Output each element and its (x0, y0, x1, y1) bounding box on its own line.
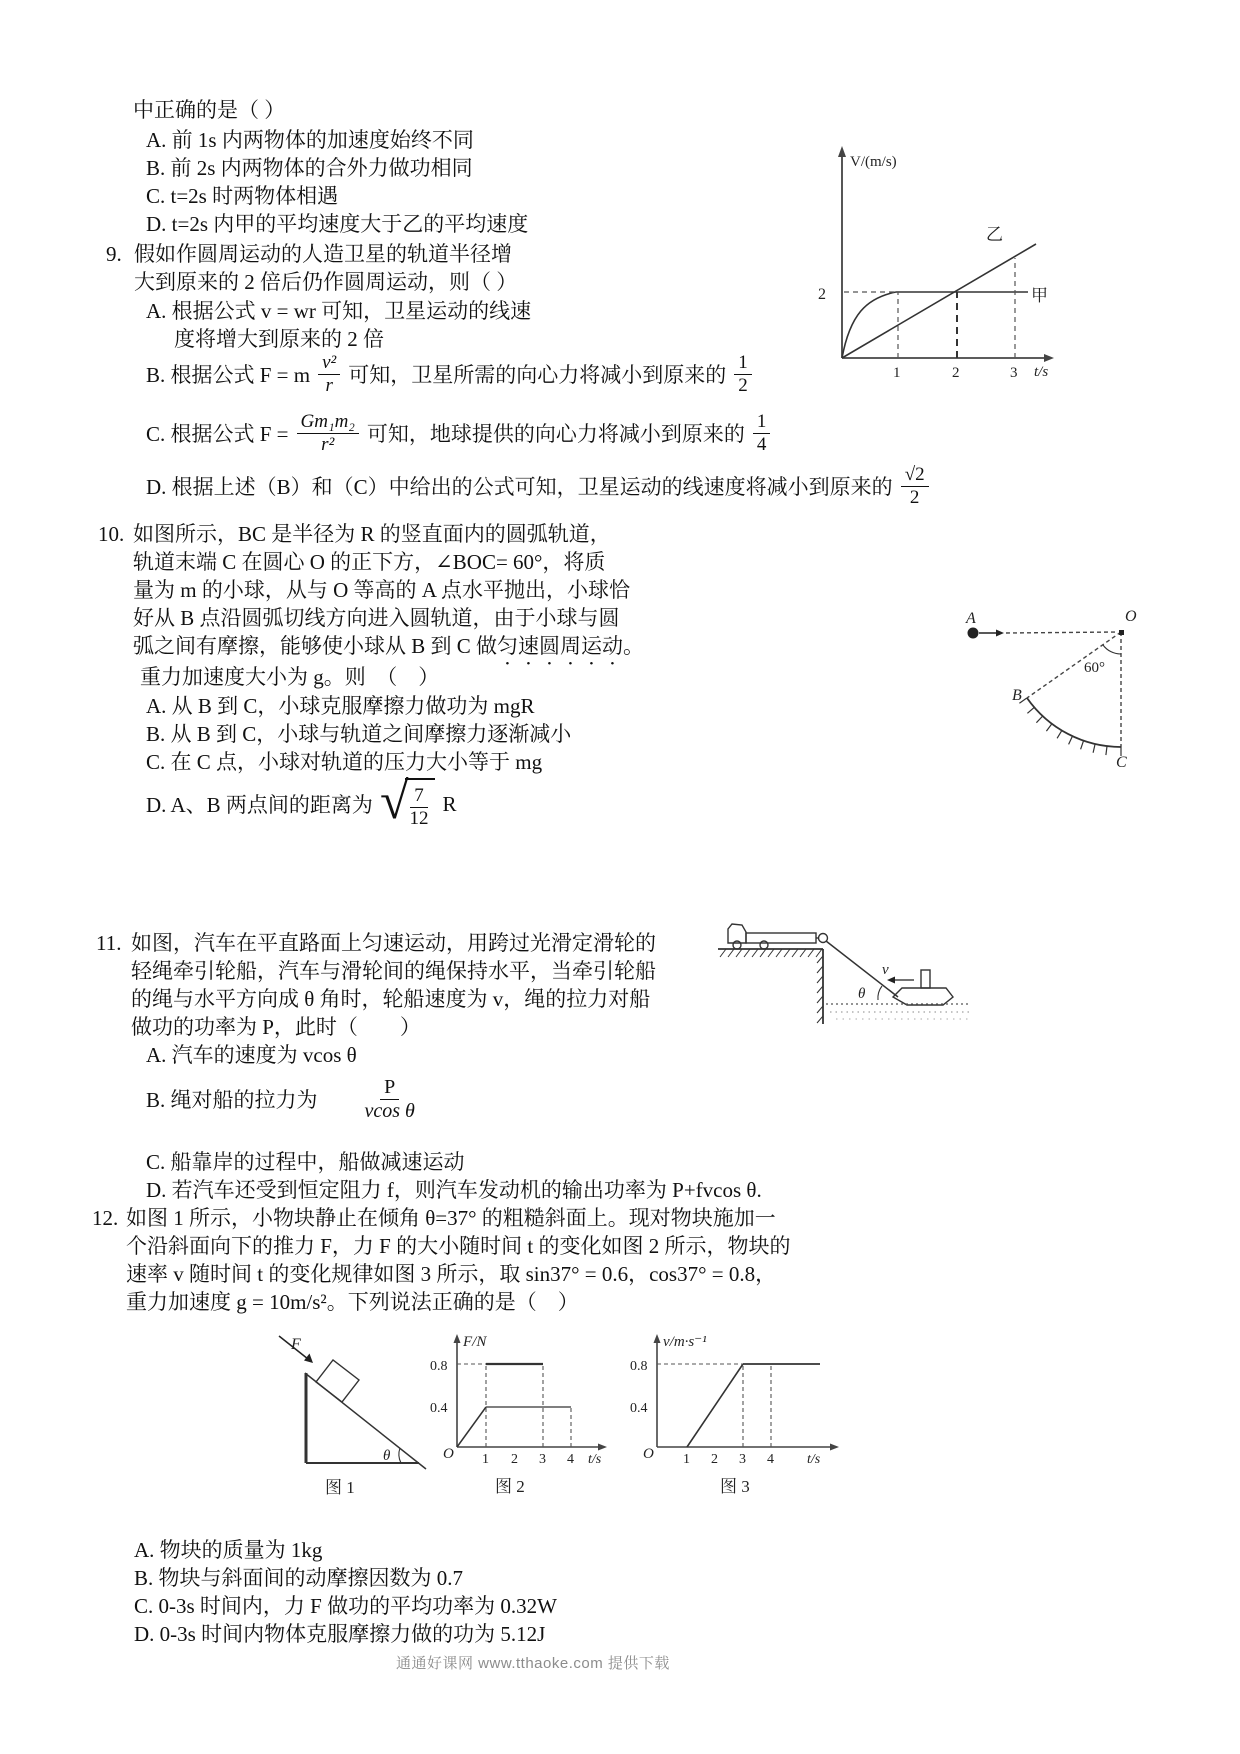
point-O-marker (1119, 630, 1124, 635)
ft-xlabel: t/s (588, 1452, 602, 1467)
q11-stem-line2: 轻绳牵引轮船，汽车与滑轮间的绳保持水平，当牵引轮船 (131, 959, 656, 983)
q12-option-c: C. 0-3s 时间内，力 F 做功的平均功率为 0.32W (134, 1594, 557, 1618)
q8-option-c: C. t=2s 时两物体相遇 (146, 184, 339, 208)
theta-angle-arc (878, 986, 882, 1000)
q10-d-fraction (407, 785, 430, 830)
vt-yaxis-arrow (838, 146, 846, 157)
st-ylabel: v/m·s⁻¹ (663, 1334, 707, 1350)
q9-option-c-fraction (297, 411, 359, 456)
q10-option-d-pre: D. A、B 两点间的距离为 (146, 793, 373, 817)
q10-stem-line4: 好从 B 点沿圆弧切线方向进入圆轨道，由于小球与圆 (133, 606, 620, 630)
boat-hull (893, 988, 953, 1005)
q11-option-b-fraction (363, 1076, 417, 1123)
q10-option-a: A. 从 B 到 C，小球克服摩擦力做功为 mgR (146, 694, 535, 718)
ft-origin: O (443, 1446, 454, 1462)
q11-option-c: C. 船靠岸的过程中，船做减速运动 (146, 1150, 465, 1174)
q10-option-d (146, 772, 457, 833)
st-ramp (687, 1364, 743, 1447)
water-surface (826, 1004, 970, 1019)
st-axes (657, 1340, 833, 1447)
speed-time-graph (615, 1330, 847, 1505)
q12-stem-line1: 如图 1 所示，小物块静止在倾角 θ=37° 的粗糙斜面上。现对物块施加一 (126, 1206, 776, 1230)
q10-d-frac-den: 12 (409, 808, 429, 829)
q9-number: 9. (106, 242, 122, 266)
cliff-hatching (817, 956, 823, 1023)
st-yaxis-arrow (654, 1334, 661, 1343)
ft-curve (457, 1364, 571, 1447)
q9-option-a-line1: A. 根据公式 v = wr 可知，卫星运动的线速 (146, 299, 532, 323)
vt-xaxis-arrow (1044, 354, 1054, 362)
vt-dashed-guides (844, 258, 1015, 358)
fig2-caption: 图 2 (495, 1477, 525, 1496)
q8-option-b: B. 前 2s 内两物体的合外力做功相同 (146, 156, 473, 180)
q11-stem-line3: 的绳与水平方向成 θ 角时，轮船速度为 v，绳的拉力对船 (131, 987, 651, 1011)
q12-stem-line3: 速率 v 随时间 t 的变化规律如图 3 所示，取 sin37° = 0.6，cos37° = 0.8， (126, 1262, 777, 1286)
q9-option-d-pre: D. 根据上述（B）和（C）中给出的公式可知，卫星运动的线速度将减小到原来的 (146, 475, 893, 499)
q11-option-b (146, 1068, 420, 1130)
q10-option-d-sqrt (379, 772, 436, 830)
q12-option-a: A. 物块的质量为 1kg (134, 1538, 323, 1562)
q11-option-a: A. 汽车的速度为 vcos θ (146, 1043, 357, 1067)
q10-option-c: C. 在 C 点，小球对轨道的压力大小等于 mg (146, 750, 543, 774)
arc-track-diagram (940, 595, 1165, 795)
q9-option-b-pre: B. 根据公式 F = m (146, 363, 311, 387)
q11-b-frac-num: P (380, 1076, 399, 1100)
label-A: A (966, 610, 976, 627)
q12-option-d: D. 0-3s 时间内物体克服摩擦力做的功为 5.12J (134, 1622, 546, 1646)
st-xlabel: t/s (807, 1452, 821, 1467)
q9-option-d-fraction (901, 464, 929, 509)
q8-stem: 中正确的是（ ） (133, 98, 286, 122)
st-xaxis-arrow (830, 1444, 839, 1451)
q10-d-frac-num: 7 (410, 785, 428, 808)
ft-ytick-04: 0.4 (430, 1401, 448, 1416)
vt-series-jia-label: 甲 (1031, 286, 1048, 305)
fig1-caption: 图 1 (325, 1478, 355, 1497)
q9-option-b-post: 可知，卫星所需的向心力将减小到原来的 (348, 363, 727, 387)
ft-ramp (457, 1407, 486, 1447)
force-F-arrowhead (304, 1354, 313, 1364)
label-C: C (1116, 754, 1127, 771)
label-v: v (882, 962, 889, 978)
q8-option-d: D. t=2s 内甲的平均速度大于乙的平均速度 (146, 212, 529, 236)
st-ytick-04: 0.4 (630, 1401, 648, 1416)
arc-dashed-lines (1006, 632, 1121, 747)
q9-option-c-fraction2 (753, 411, 771, 456)
vt-curves (842, 244, 1036, 358)
q10-option-b: B. 从 B 到 C，小球与轨道之间摩擦力逐渐减小 (146, 722, 572, 746)
truck-cab (728, 924, 746, 943)
velocity-time-graph (800, 140, 1062, 388)
radical-sign: √ (379, 772, 409, 830)
label-O: O (1125, 608, 1137, 625)
label-60-degrees: 60° (1084, 660, 1105, 676)
launch-arrowhead (996, 630, 1004, 637)
q9-stem-line1: 假如作圆周运动的人造卫星的轨道半径增 (134, 242, 512, 266)
q9-c-frac-num: Gm₁m₂ (297, 411, 359, 434)
curve-jia (842, 292, 896, 358)
q11-stem-line4: 做功的功率为 P，此时（ ） (131, 1015, 421, 1039)
q9-b-frac-den: r (325, 374, 333, 396)
q9-c-frac2-num: 1 (753, 411, 771, 434)
ground-and-cliff (718, 949, 823, 1024)
q9-d-frac-num: √2 (901, 464, 929, 487)
ft-xaxis-arrow (598, 1444, 607, 1451)
block-on-incline (316, 1360, 359, 1402)
q9-option-b-fraction (318, 352, 340, 397)
q9-option-b (146, 348, 755, 400)
truck-boat-diagram (630, 918, 975, 1040)
label-theta: θ (383, 1448, 391, 1464)
ft-xtick-1: 1 (482, 1452, 489, 1467)
q10-stem-line5-emphasis: 匀速圆周运动 (497, 634, 624, 658)
truck-wheel-front (733, 941, 741, 949)
q9-option-c-pre: C. 根据公式 F = (146, 422, 289, 446)
arc-track (1027, 698, 1121, 747)
angle-arc (1103, 645, 1121, 654)
vt-series-yi-label: 乙 (986, 225, 1003, 244)
q10-number: 10. (98, 522, 125, 546)
boat-mast (921, 970, 930, 988)
ball-at-A (968, 628, 979, 639)
incline-diagram (255, 1333, 440, 1501)
q10-stem-line6: 重力加速度大小为 g。则 （ ） (140, 665, 440, 689)
st-dashed-guides (657, 1364, 771, 1447)
force-time-graph (425, 1330, 615, 1505)
vt-xtick-3: 3 (1010, 365, 1018, 381)
ft-xtick-2: 2 (511, 1452, 518, 1467)
q11-option-d: D. 若汽车还受到恒定阻力 f，则汽车发动机的输出功率为 P+fvcos θ. (146, 1178, 762, 1202)
ft-axes (457, 1340, 601, 1447)
q10-stem-line5-post: 。 (623, 634, 645, 658)
st-origin: O (643, 1446, 654, 1462)
q10-stem-line1: 如图所示，BC 是半径为 R 的竖直面内的圆弧轨道， (133, 522, 611, 546)
ft-ytick-08: 0.8 (430, 1359, 448, 1374)
st-xtick-2: 2 (711, 1452, 718, 1467)
truck-bed (746, 933, 816, 943)
q10-stem-line5-pre: 弧之间有摩擦，能够使小球从 B 到 C 做 (133, 634, 498, 658)
vt-xtick-1: 1 (893, 365, 901, 381)
vt-ytick-2: 2 (818, 286, 826, 303)
ft-yaxis-arrow (454, 1334, 461, 1343)
ft-ylabel: F/N (463, 1334, 487, 1350)
ft-xtick-3: 3 (539, 1452, 546, 1467)
label-B: B (1012, 687, 1022, 704)
q9-option-d (146, 458, 932, 514)
q11-option-b-pre: B. 绳对船的拉力为 (146, 1088, 318, 1112)
ft-xtick-4: 4 (567, 1452, 574, 1467)
vt-ylabel: V/(m/s) (850, 154, 897, 170)
q10-stem-line2: 轨道末端 C 在圆心 O 的正下方，∠BOC= 60°，将质 (133, 550, 606, 574)
q9-b-frac-num: v² (318, 352, 340, 375)
q9-option-c-post: 可知，地球提供的向心力将减小到原来的 (366, 422, 745, 446)
q11-stem-line1: 如图，汽车在平直路面上匀速运动，用跨过光滑定滑轮的 (131, 931, 656, 955)
footer-watermark: 通通好课网 www.tthaoke.com 提供下载 (396, 1655, 670, 1672)
q12-stem-line4: 重力加速度 g = 10m/s²。下列说法正确的是（ ） (126, 1290, 579, 1314)
q9-b-frac2-den: 2 (738, 374, 748, 396)
st-ytick-08: 0.8 (630, 1359, 648, 1374)
incline-angle-arc (399, 1448, 401, 1463)
fig3-caption: 图 3 (720, 1477, 750, 1496)
truck-wheel-rear (760, 941, 768, 949)
ground-hatching (720, 949, 822, 957)
q9-option-c (146, 405, 773, 461)
q11-b-frac-den: vcos θ (364, 1099, 415, 1122)
q10-option-d-post: R (442, 791, 457, 816)
q12-option-b: B. 物块与斜面间的动摩擦因数为 0.7 (134, 1566, 464, 1590)
q12-stem-line2: 个沿斜面向下的推力 F，力 F 的大小随时间 t 的变化如图 2 所示，物块的 (126, 1234, 791, 1258)
q9-option-a-line2: 度将增大到原来的 2 倍 (174, 327, 384, 351)
label-F: F (291, 1336, 301, 1353)
q11-number: 11. (96, 931, 122, 955)
label-theta: θ (858, 986, 866, 1002)
q8-option-a: A. 前 1s 内两物体的加速度始终不同 (146, 128, 474, 152)
q8-options (146, 126, 528, 238)
q10-stem-line5 (133, 632, 644, 660)
q9-d-frac-den: 2 (909, 486, 920, 508)
q9-c-frac-den: r² (321, 433, 335, 455)
boat (893, 970, 953, 1005)
st-xtick-4: 4 (767, 1452, 774, 1467)
q9-stem-line2: 大到原来的 2 倍后仍作圆周运动，则（ ） (134, 270, 518, 294)
st-xtick-3: 3 (739, 1452, 746, 1467)
ft-dashed-guides (457, 1364, 571, 1447)
st-xtick-1: 1 (683, 1452, 690, 1467)
q9-c-frac2-den: 4 (756, 433, 767, 455)
q12-number: 12. (92, 1206, 119, 1230)
truck (728, 924, 816, 949)
q10-stem-line3: 量为 m 的小球，从与 O 等高的 A 点水平抛出，小球恰 (133, 578, 631, 602)
st-curve (687, 1364, 820, 1447)
q12-options (134, 1536, 557, 1648)
q9-b-frac2-num: 1 (734, 352, 752, 375)
vt-xlabel: t/s (1034, 364, 1049, 380)
q9-option-b-fraction2 (734, 352, 752, 397)
vt-xtick-2: 2 (952, 365, 960, 381)
